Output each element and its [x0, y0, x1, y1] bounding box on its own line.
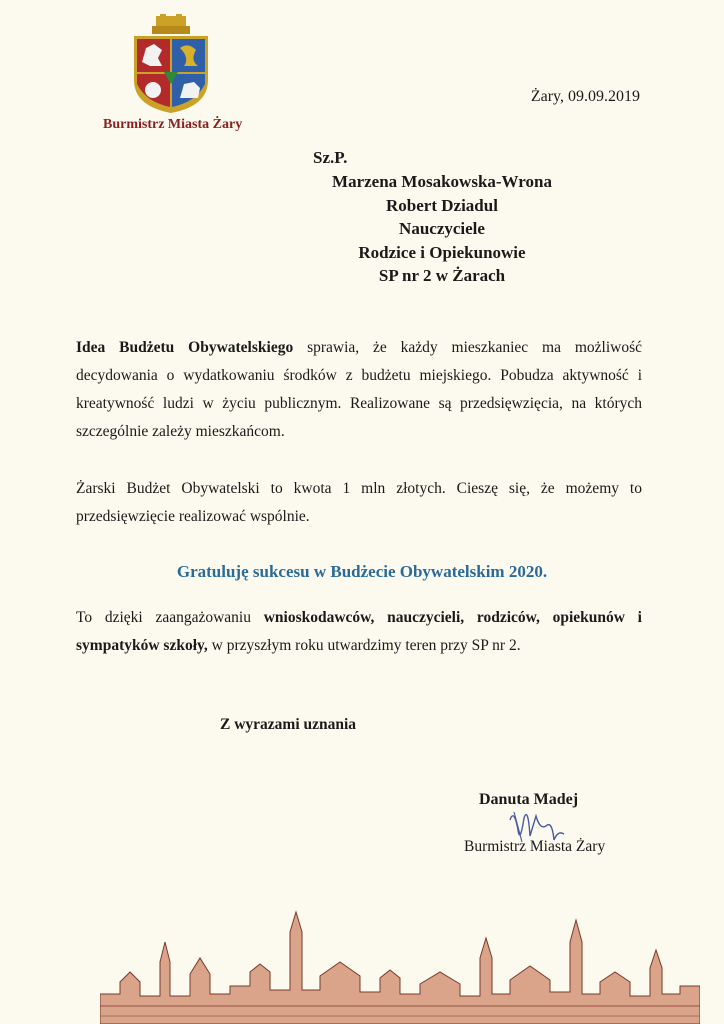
office-name: Burmistrz Miasta Żary: [103, 117, 243, 132]
body-paragraph-3: [76, 604, 642, 660]
body-paragraph-2: Żarski Budżet Obywatelski to kwota 1 mln złotych. Cieszę się, że możemy to przedsięwzięcie realizować wspólnie.: [76, 480, 642, 525]
paragraph-text: sprawia, że każdy mieszkaniec ma możliwość decydowania o wydatkowaniu środków z budżetu miejskiego. Pobudza aktywność i kreatywność ludzi w życiu publicznym. Realizowane są przedsięwzięcia, na których szczególnie zależy mieszkańcom.: [76, 339, 642, 440]
recipient-block: [300, 170, 584, 288]
body-paragraph-1: [76, 334, 642, 446]
town-skyline-icon: [100, 902, 700, 1024]
paragraph-text: w przyszłym roku utwardzimy teren przy SP nr 2.: [207, 637, 521, 654]
paragraph-text: To dzięki zaangażowaniu: [76, 609, 264, 626]
closing-regards: Z wyrazami uznania: [220, 716, 357, 733]
signer-title: Burmistrz Miasta Żary: [464, 838, 606, 855]
budget-idea-bold: Idea Budżetu Obywatelskiego: [76, 339, 294, 356]
recipient-line: Marzena Mosakowska-Wrona: [332, 172, 552, 191]
congratulations-heading: Gratuluję sukcesu w Budżecie Obywatelskim 2020.: [176, 562, 548, 581]
recipient-line: Robert Dziadul: [386, 195, 498, 215]
salutation: Sz.P.: [313, 148, 348, 167]
recipient-line: SP nr 2 w Żarach: [378, 266, 506, 285]
place-date: Żary, 09.09.2019: [530, 88, 640, 105]
recipient-line: Rodzice i Opiekunowie: [358, 242, 526, 262]
city-coat-of-arms-icon: [128, 14, 214, 114]
recipient-line: Nauczyciele: [399, 219, 485, 238]
supporters-bold: wnioskodawców, nauczycieli, rodziców, opiekunów i sympatyków szkoły,: [76, 609, 642, 654]
signer-name: Danuta Madej: [479, 791, 579, 808]
